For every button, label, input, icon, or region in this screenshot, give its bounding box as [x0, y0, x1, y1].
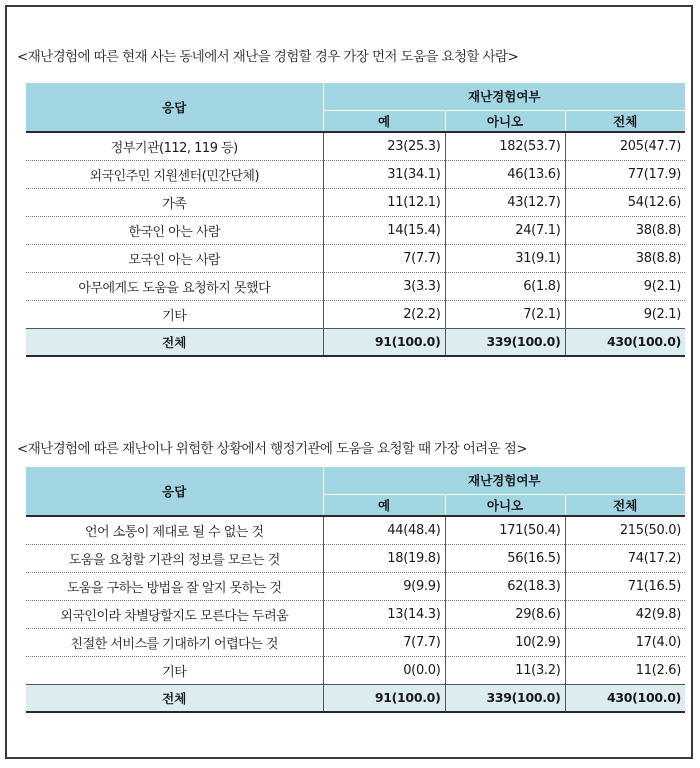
- table-row: [26, 572, 685, 600]
- table-row: [26, 244, 685, 272]
- table-row: [26, 300, 685, 328]
- cell-yes: 11(12.1): [323, 188, 445, 216]
- cell-no: 62(18.3): [445, 572, 565, 600]
- cell-yes: 44(48.4): [323, 516, 445, 544]
- row-label: 외국인주민 지원센터(민간단체): [26, 160, 323, 188]
- total-label: 전체: [26, 684, 323, 712]
- total-row: [26, 684, 685, 712]
- cell-total: 9(2.1): [565, 300, 685, 328]
- table2-header-response: 응답: [26, 467, 323, 516]
- cell-no: 171(50.4): [445, 516, 565, 544]
- row-label: 모국인 아는 사람: [26, 244, 323, 272]
- table-row: [26, 160, 685, 188]
- table-row: [26, 544, 685, 572]
- total-total: 430(100.0): [565, 684, 685, 712]
- cell-no: 6(1.8): [445, 272, 565, 300]
- cell-no: 24(7.1): [445, 216, 565, 244]
- cell-no: 11(3.2): [445, 656, 565, 684]
- total-yes: 91(100.0): [323, 684, 445, 712]
- table1-header-total: 전체: [565, 110, 685, 132]
- table2-header-yes: 예: [323, 494, 445, 516]
- row-label: 친절한 서비스를 기대하기 어렵다는 것: [26, 628, 323, 656]
- cell-total: 71(16.5): [565, 572, 685, 600]
- total-no: 339(100.0): [445, 328, 565, 356]
- cell-total: 74(17.2): [565, 544, 685, 572]
- total-label: 전체: [26, 328, 323, 356]
- cell-total: 205(47.7): [565, 132, 685, 160]
- cell-no: 56(16.5): [445, 544, 565, 572]
- table-row: [26, 272, 685, 300]
- cell-total: 38(8.8): [565, 244, 685, 272]
- table1-header-yes: 예: [323, 110, 445, 132]
- row-label: 아무에게도 도움을 요청하지 못했다: [26, 272, 323, 300]
- table1-header-group: 재난경험여부: [323, 83, 685, 110]
- cell-total: 17(4.0): [565, 628, 685, 656]
- table-row: [26, 656, 685, 684]
- cell-yes: 7(7.7): [323, 628, 445, 656]
- cell-yes: 2(2.2): [323, 300, 445, 328]
- cell-total: 38(8.8): [565, 216, 685, 244]
- row-label: 한국인 아는 사람: [26, 216, 323, 244]
- cell-yes: 0(0.0): [323, 656, 445, 684]
- cell-total: 9(2.1): [565, 272, 685, 300]
- table1-header-no: 아니오: [445, 110, 565, 132]
- row-label: 도움을 요청할 기관의 정보를 모르는 것: [26, 544, 323, 572]
- cell-total: 42(9.8): [565, 600, 685, 628]
- cell-no: 43(12.7): [445, 188, 565, 216]
- cell-no: 31(9.1): [445, 244, 565, 272]
- table2-header-total: 전체: [565, 494, 685, 516]
- cell-yes: 14(15.4): [323, 216, 445, 244]
- table1-caption: <재난경험에 따른 현재 사는 동네에서 재난을 경험할 경우 가장 먼저 도움을 요청할 사람>: [17, 49, 519, 65]
- cell-total: 11(2.6): [565, 656, 685, 684]
- table2-header-group: 재난경험여부: [323, 467, 685, 494]
- cell-no: 7(2.1): [445, 300, 565, 328]
- row-label: 도움을 구하는 방법을 잘 알지 못하는 것: [26, 572, 323, 600]
- total-yes: 91(100.0): [323, 328, 445, 356]
- total-total: 430(100.0): [565, 328, 685, 356]
- cell-no: 29(8.6): [445, 600, 565, 628]
- table1-header-response: 응답: [26, 83, 323, 132]
- table-row: [26, 188, 685, 216]
- table-row: [26, 628, 685, 656]
- cell-yes: 3(3.3): [323, 272, 445, 300]
- row-label: 외국인이라 차별당할지도 모른다는 두려움: [26, 600, 323, 628]
- cell-total: 54(12.6): [565, 188, 685, 216]
- table-row: [26, 600, 685, 628]
- cell-no: 182(53.7): [445, 132, 565, 160]
- cell-no: 10(2.9): [445, 628, 565, 656]
- cell-yes: 13(14.3): [323, 600, 445, 628]
- cell-total: 77(17.9): [565, 160, 685, 188]
- table1: [26, 83, 685, 357]
- total-no: 339(100.0): [445, 684, 565, 712]
- table2-header-no: 아니오: [445, 494, 565, 516]
- table2: [26, 467, 685, 713]
- table-row: [26, 516, 685, 544]
- table-row: [26, 216, 685, 244]
- cell-total: 215(50.0): [565, 516, 685, 544]
- document-frame: [5, 5, 693, 759]
- row-label: 기타: [26, 656, 323, 684]
- cell-yes: 23(25.3): [323, 132, 445, 160]
- row-label: 언어 소통이 제대로 될 수 없는 것: [26, 516, 323, 544]
- cell-yes: 18(19.8): [323, 544, 445, 572]
- table-row: [26, 132, 685, 160]
- cell-yes: 31(34.1): [323, 160, 445, 188]
- row-label: 가족: [26, 188, 323, 216]
- table2-caption: <재난경험에 따른 재난이나 위험한 상황에서 행정기관에 도움을 요청할 때 가장 어려운 점>: [17, 441, 527, 457]
- total-row: [26, 328, 685, 356]
- cell-yes: 9(9.9): [323, 572, 445, 600]
- row-label: 정부기관(112, 119 등): [26, 132, 323, 160]
- row-label: 기타: [26, 300, 323, 328]
- cell-no: 46(13.6): [445, 160, 565, 188]
- cell-yes: 7(7.7): [323, 244, 445, 272]
